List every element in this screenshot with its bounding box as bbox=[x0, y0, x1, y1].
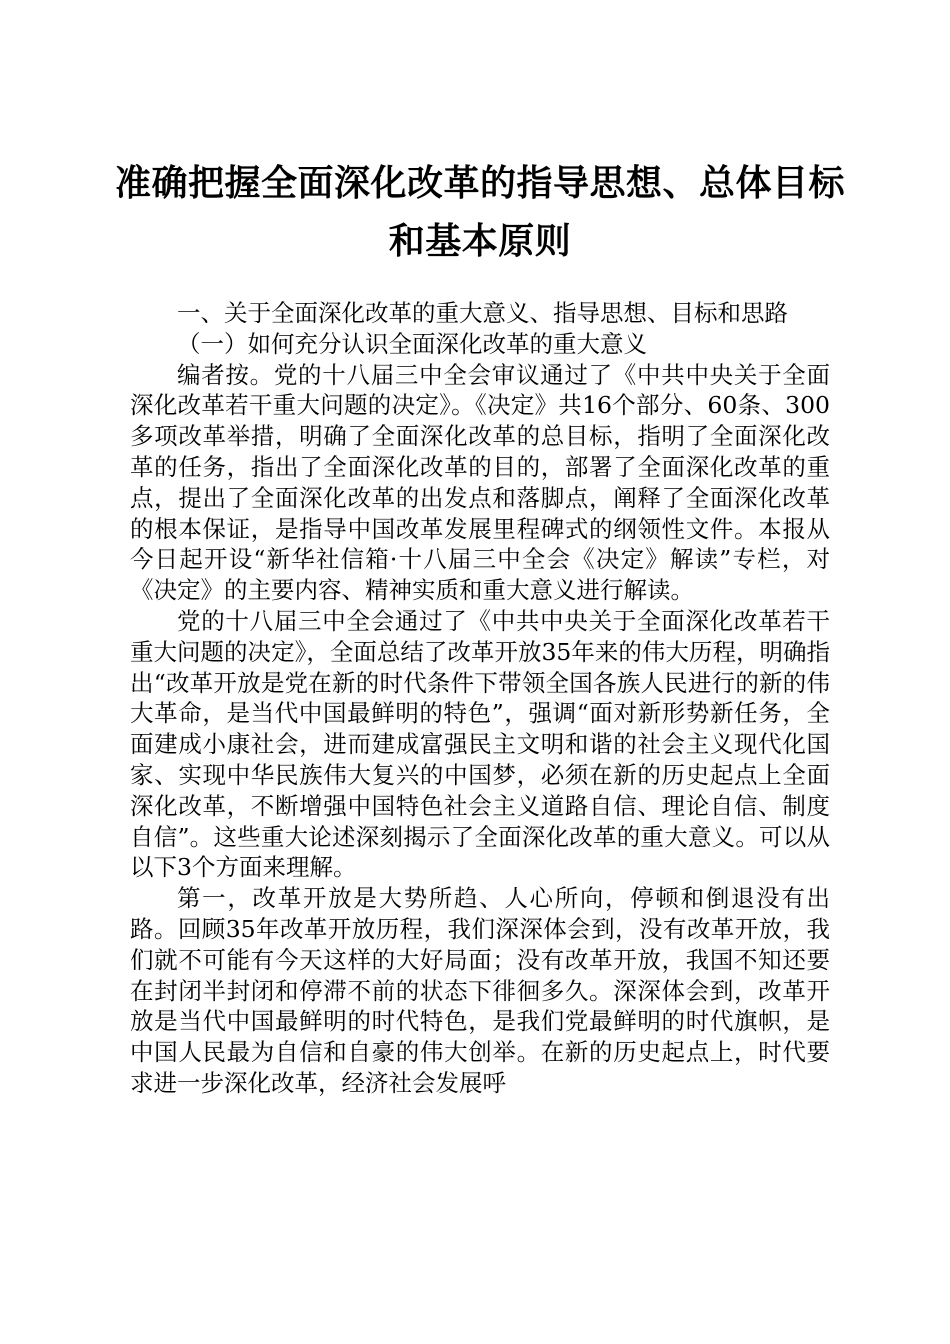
section-heading: 一、关于全面深化改革的重大意义、指导思想、目标和思路 bbox=[177, 299, 788, 327]
body-paragraph: 党的十八届三中全会通过了《中共中央关于全面深化改革若干重大问题的决定》，全面总结了改革开放35年来的伟大历程，明确指出“改革开放是党在新的时代条件下带领全国各族人民进行的新的伟大革命，是当代中国最鲜明的特色”，强调“面对新形势新任务，全面建成小康社会，进而建成富强民主文明和谐的社会主义现代化国家、实现中华民族伟大复兴的中国梦，必须在新的历史起点上全面深化改革，不断增强中国特色社会主义道路自信、理论自信、制度自信”。这些重大论述深刻揭示了全面深化改革的重大意义。可以从以下3个方面来理解。 bbox=[130, 606, 830, 882]
subsection-heading: （一）如何充分认识全面深化改革的重大意义 bbox=[177, 329, 647, 358]
document-body bbox=[130, 298, 830, 1099]
body-paragraph: 第一，改革开放是大势所趋、人心所向，停顿和倒退没有出路。回顾35年改革开放历程，我们深深体会到，没有改革开放，我们就不可能有今天这样的大好局面；没有改革开放，我国不知还要在封闭半封闭和停滞不前的状态下徘徊多久。深深体会到，改革开放是当代中国最鲜明的时代特色，是我们党最鲜明的时代旗帜，是中国人民最为自信和自豪的伟大创举。在新的历史起点上，时代要求进一步深化改革，经济社会发展呼 bbox=[130, 884, 830, 1097]
editor-note-paragraph: 编者按。党的十八届三中全会审议通过了《中共中央关于全面深化改革若干重大问题的决定》。《决定》共16个部分、60条、300多项改革举措，明确了全面深化改革的总目标，指明了全面深化改革的任务，指出了全面深化改革的目的，部署了全面深化改革的重点，提出了全面深化改革的出发点和落脚点，阐释了全面深化改革的根本保证，是指导中国改革发展里程碑式的纲领性文件。本报从今日起开设“新华社信箱·十八届三中全会《决定》解读”专栏，对《决定》的主要内容、精神实质和重大意义进行解读。 bbox=[130, 360, 830, 605]
document-title-line-2: 和基本原则 bbox=[388, 220, 572, 262]
document-title-line-1: 准确把握全面深化改革的指导思想、总体目标 bbox=[114, 162, 845, 204]
